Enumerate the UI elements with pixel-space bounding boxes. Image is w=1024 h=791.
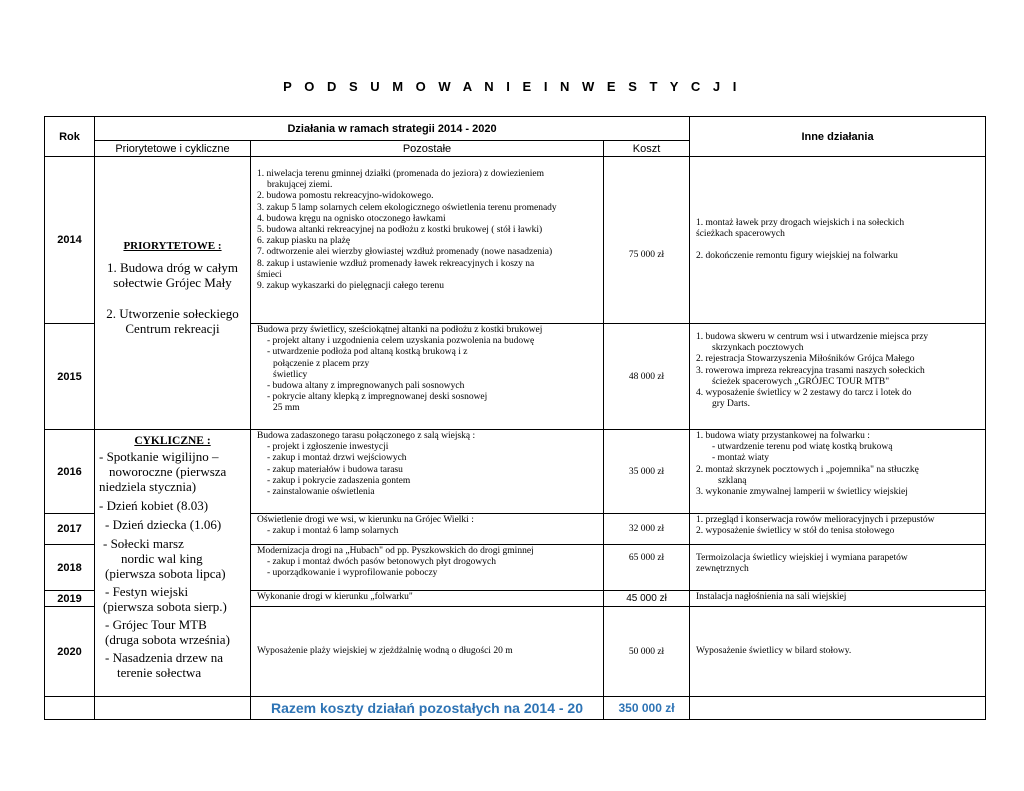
list-item: ścieżek spacerowych „GRÓJEC TOUR MTB" <box>712 376 890 387</box>
list-item: Termoizolacja świetlicy wiejskiej i wymiana parapetów <box>696 553 908 563</box>
koszt-cell: 50 000 zł <box>604 607 690 697</box>
cyclic-item: - Grójec Tour MTB <box>105 617 207 632</box>
list-item: 3. rowerowa impreza rekreacyjna trasami naszych sołeckich <box>696 365 925 376</box>
pozostale-cell <box>251 607 604 697</box>
cykliczne-cell <box>95 430 251 697</box>
list-item: Instalacja nagłośnienia na sali wiejskiej <box>696 592 847 602</box>
cyclic-item: (pierwsza sobota sierp.) <box>103 599 227 614</box>
year-cell: 2019 <box>45 591 95 607</box>
total-row <box>45 697 986 720</box>
year-cell: 2016 <box>45 430 95 514</box>
list-item: świetlicy <box>273 369 308 380</box>
list-item: 6. zakup piasku na plażę <box>257 236 351 247</box>
table-row <box>45 430 986 514</box>
total-value: 350 000 zł <box>604 697 690 720</box>
koszt-cell: 45 000 zł <box>604 591 690 607</box>
pozostale-cell <box>251 157 604 324</box>
cyclic-item: (pierwsza sobota lipca) <box>105 566 226 581</box>
list-item: 1. budowa skweru w centrum wsi i utwardzenie miejsca przy <box>696 332 929 342</box>
total-label: Razem koszty działań pozostałych na 2014 - 20 <box>251 697 604 720</box>
cyclic-item: nordic wal king <box>121 551 203 566</box>
inne-cell <box>690 607 986 697</box>
list-item: ścieżkach spacerowych <box>696 229 785 240</box>
list-item: Budowa przy świetlicy, sześciokątnej altanki na podłożu z kostki brukowej <box>257 325 543 335</box>
priority-item: 2. Utworzenie sołeckiego <box>106 306 239 321</box>
list-item: 3. wykonanie zmywalnej lamperii w świetlicy wiejskiej <box>696 487 908 498</box>
list-item: Budowa zadaszonego tarasu połączonego z salą wiejską : <box>257 431 476 441</box>
cyclic-item: terenie sołectwa <box>117 665 202 680</box>
list-item: Wykonanie drogi w kierunku „folwarku" <box>257 592 413 602</box>
list-item: 1. budowa wiaty przystankowej na folwarku : <box>696 431 870 441</box>
list-item: 2. wyposażenie świetlicy w stół do tenisa stołowego <box>696 526 895 537</box>
cyclic-item: - Dzień kobiet (8.03) <box>99 498 209 513</box>
list-item: 8. zakup i ustawienie wzdłuż promenady ławek rekreacyjnych i koszy na <box>257 258 535 269</box>
list-item: Modernizacja drogi na „Hubach" od pp. Pyszkowskich do drogi gminnej <box>257 546 534 556</box>
cyclic-item: (druga sobota września) <box>105 632 230 647</box>
koszt-cell: 32 000 zł <box>604 514 690 545</box>
list-item: 1. montaż ławek przy drogach wiejskich i na sołeckich <box>696 218 905 229</box>
priority-item: sołectwie Grójec Mały <box>113 275 232 290</box>
header-inne: Inne działania <box>690 117 986 157</box>
list-item: - budowa altany z impregnowanych pali sosnowych <box>267 381 465 392</box>
list-item: skrzynkach pocztowych <box>712 343 804 354</box>
inne-cell <box>690 430 986 514</box>
koszt-cell: 35 000 zł <box>604 430 690 514</box>
year-cell: 2015 <box>45 324 95 430</box>
list-item: - projekt i zgłoszenie inwestycji <box>267 442 389 453</box>
table-row <box>45 157 986 324</box>
list-item: 4. wyposażenie świetlicy w 2 zestawy do tarcz i lotek do <box>696 388 912 399</box>
list-item: - zakup i montaż dwóch pasów betonowych płyt drogowych <box>267 557 497 568</box>
pozostale-cell <box>251 514 604 545</box>
inne-cell <box>690 514 986 545</box>
list-item: Oświetlenie drogi we wsi, w kierunku na Grójec Wielki : <box>257 515 474 525</box>
koszt-cell: 75 000 zł <box>604 157 690 324</box>
list-item: - uporządkowanie i wyprofilowanie poboczy <box>267 568 438 579</box>
pozostale-cell <box>251 545 604 591</box>
cyclic-item: noworoczne (pierwsza <box>109 464 227 479</box>
empty-cell <box>95 697 251 720</box>
cyclic-item: - Dzień dziecka (1.06) <box>105 517 222 532</box>
list-item: śmieci <box>257 269 282 280</box>
list-item: 2. rejestracja Stowarzyszenia Miłośników Grójca Małego <box>696 354 915 365</box>
cyclic-item: niedziela stycznia) <box>99 479 197 494</box>
list-item: Wyposażenie świetlicy w bilard stołowy. <box>696 645 852 656</box>
list-item: Wyposażenie plaży wiejskiej w zjeżdżalnię wodną o długości 20 m <box>257 645 513 656</box>
inne-cell <box>690 324 986 430</box>
list-item: - zakup i montaż drzwi wejściowych <box>267 453 407 464</box>
year-cell: 2020 <box>45 607 95 697</box>
priority-item: Centrum rekreacji <box>125 321 220 336</box>
inne-cell <box>690 157 986 324</box>
list-item: połączenie z placem przy <box>273 358 370 369</box>
cyclic-item: - Festyn wiejski <box>105 584 189 599</box>
investment-table <box>44 116 986 720</box>
list-item: - zakup i montaż 6 lamp solarnych <box>267 526 399 537</box>
list-item: 1. niwelacja terenu gminnej działki (promenada do jeziora) z dowiezieniem <box>257 169 544 179</box>
priorytetowe-cell <box>95 157 251 430</box>
pozostale-cell <box>251 591 604 607</box>
list-item: 1. przegląd i konserwacja rowów melioracyjnych i przepustów <box>696 515 935 525</box>
list-item: - projekt altany i uzgodnienia celem uzyskania pozwolenia na budowę <box>267 336 535 347</box>
header-koszt: Koszt <box>604 141 690 157</box>
priorytetowe-title: PRIORYTETOWE : <box>123 240 222 252</box>
inne-cell <box>690 591 986 607</box>
year-cell: 2017 <box>45 514 95 545</box>
list-item: gry Darts. <box>712 399 751 410</box>
koszt-cell: 65 000 zł <box>604 545 690 591</box>
list-item: - utwardzenie terenu pod wiatę kostką brukową <box>712 442 893 453</box>
list-item: 5. budowa altanki rekreacyjnej na podłożu z kostki brukowej ( stół i ławki) <box>257 225 543 236</box>
koszt-cell: 48 000 zł <box>604 324 690 430</box>
year-cell: 2014 <box>45 157 95 324</box>
list-item: 4. budowa kręgu na ognisko otoczonego ławkami <box>257 213 446 224</box>
header-pozostale: Pozostałe <box>251 141 604 157</box>
list-item: 2. dokończenie remontu figury wiejskiej na folwarku <box>696 250 898 261</box>
cyclic-item: - Nasadzenia drzew na <box>105 650 224 665</box>
list-item: 25 mm <box>273 403 300 414</box>
list-item: - pokrycie altany klepką z impregnowanej deski sosnowej <box>267 392 488 403</box>
list-item: brakującej ziemi. <box>267 180 333 191</box>
header-dzialania: Działania w ramach strategii 2014 - 2020 <box>95 117 690 141</box>
year-cell: 2018 <box>45 545 95 591</box>
inne-cell <box>690 545 986 591</box>
list-item: 2. budowa pomostu rekreacyjno-widokowego. <box>257 191 434 202</box>
list-item: 3. zakup 5 lamp solarnych celem ekologicznego oświetlenia terenu promenady <box>257 202 557 213</box>
cykliczne-title: CYKLICZNE : <box>134 435 211 447</box>
list-item: zewnętrznych <box>696 564 749 575</box>
empty-cell <box>45 697 95 720</box>
pozostale-cell <box>251 430 604 514</box>
cyclic-item: - Spotkanie wigilijno – <box>99 449 219 464</box>
list-item: - zakup materiałów i budowa tarasu <box>267 464 403 475</box>
header-priorytetowe: Priorytetowe i cykliczne <box>95 141 251 157</box>
list-item: 7. odtworzenie alei wierzby głowiastej wzdłuż promenady (nowe nasadzenia) <box>257 247 553 258</box>
list-item: - zainstalowanie oświetlenia <box>267 487 375 498</box>
list-item: - zakup i pokrycie zadaszenia gontem <box>267 475 411 486</box>
priority-item: 1. Budowa dróg w całym <box>106 260 239 275</box>
list-item: 2. montaż skrzynek pocztowych i „pojemnika" na stłuczkę <box>696 464 919 475</box>
empty-cell <box>690 697 986 720</box>
header-rok: Rok <box>45 117 95 157</box>
page-title: P O D S U M O W A N I E I N W E S T Y C J I <box>283 79 741 94</box>
list-item: - utwardzenie podłoża pod altaną kostką brukową i z <box>267 347 468 358</box>
cyclic-item: - Sołecki marsz <box>103 536 184 551</box>
pozostale-cell <box>251 324 604 430</box>
list-item: 9. zakup wykaszarki do pielęgnacji całego terenu <box>257 281 445 292</box>
list-item: szklaną <box>718 475 747 486</box>
list-item: - montaż wiaty <box>712 453 769 464</box>
